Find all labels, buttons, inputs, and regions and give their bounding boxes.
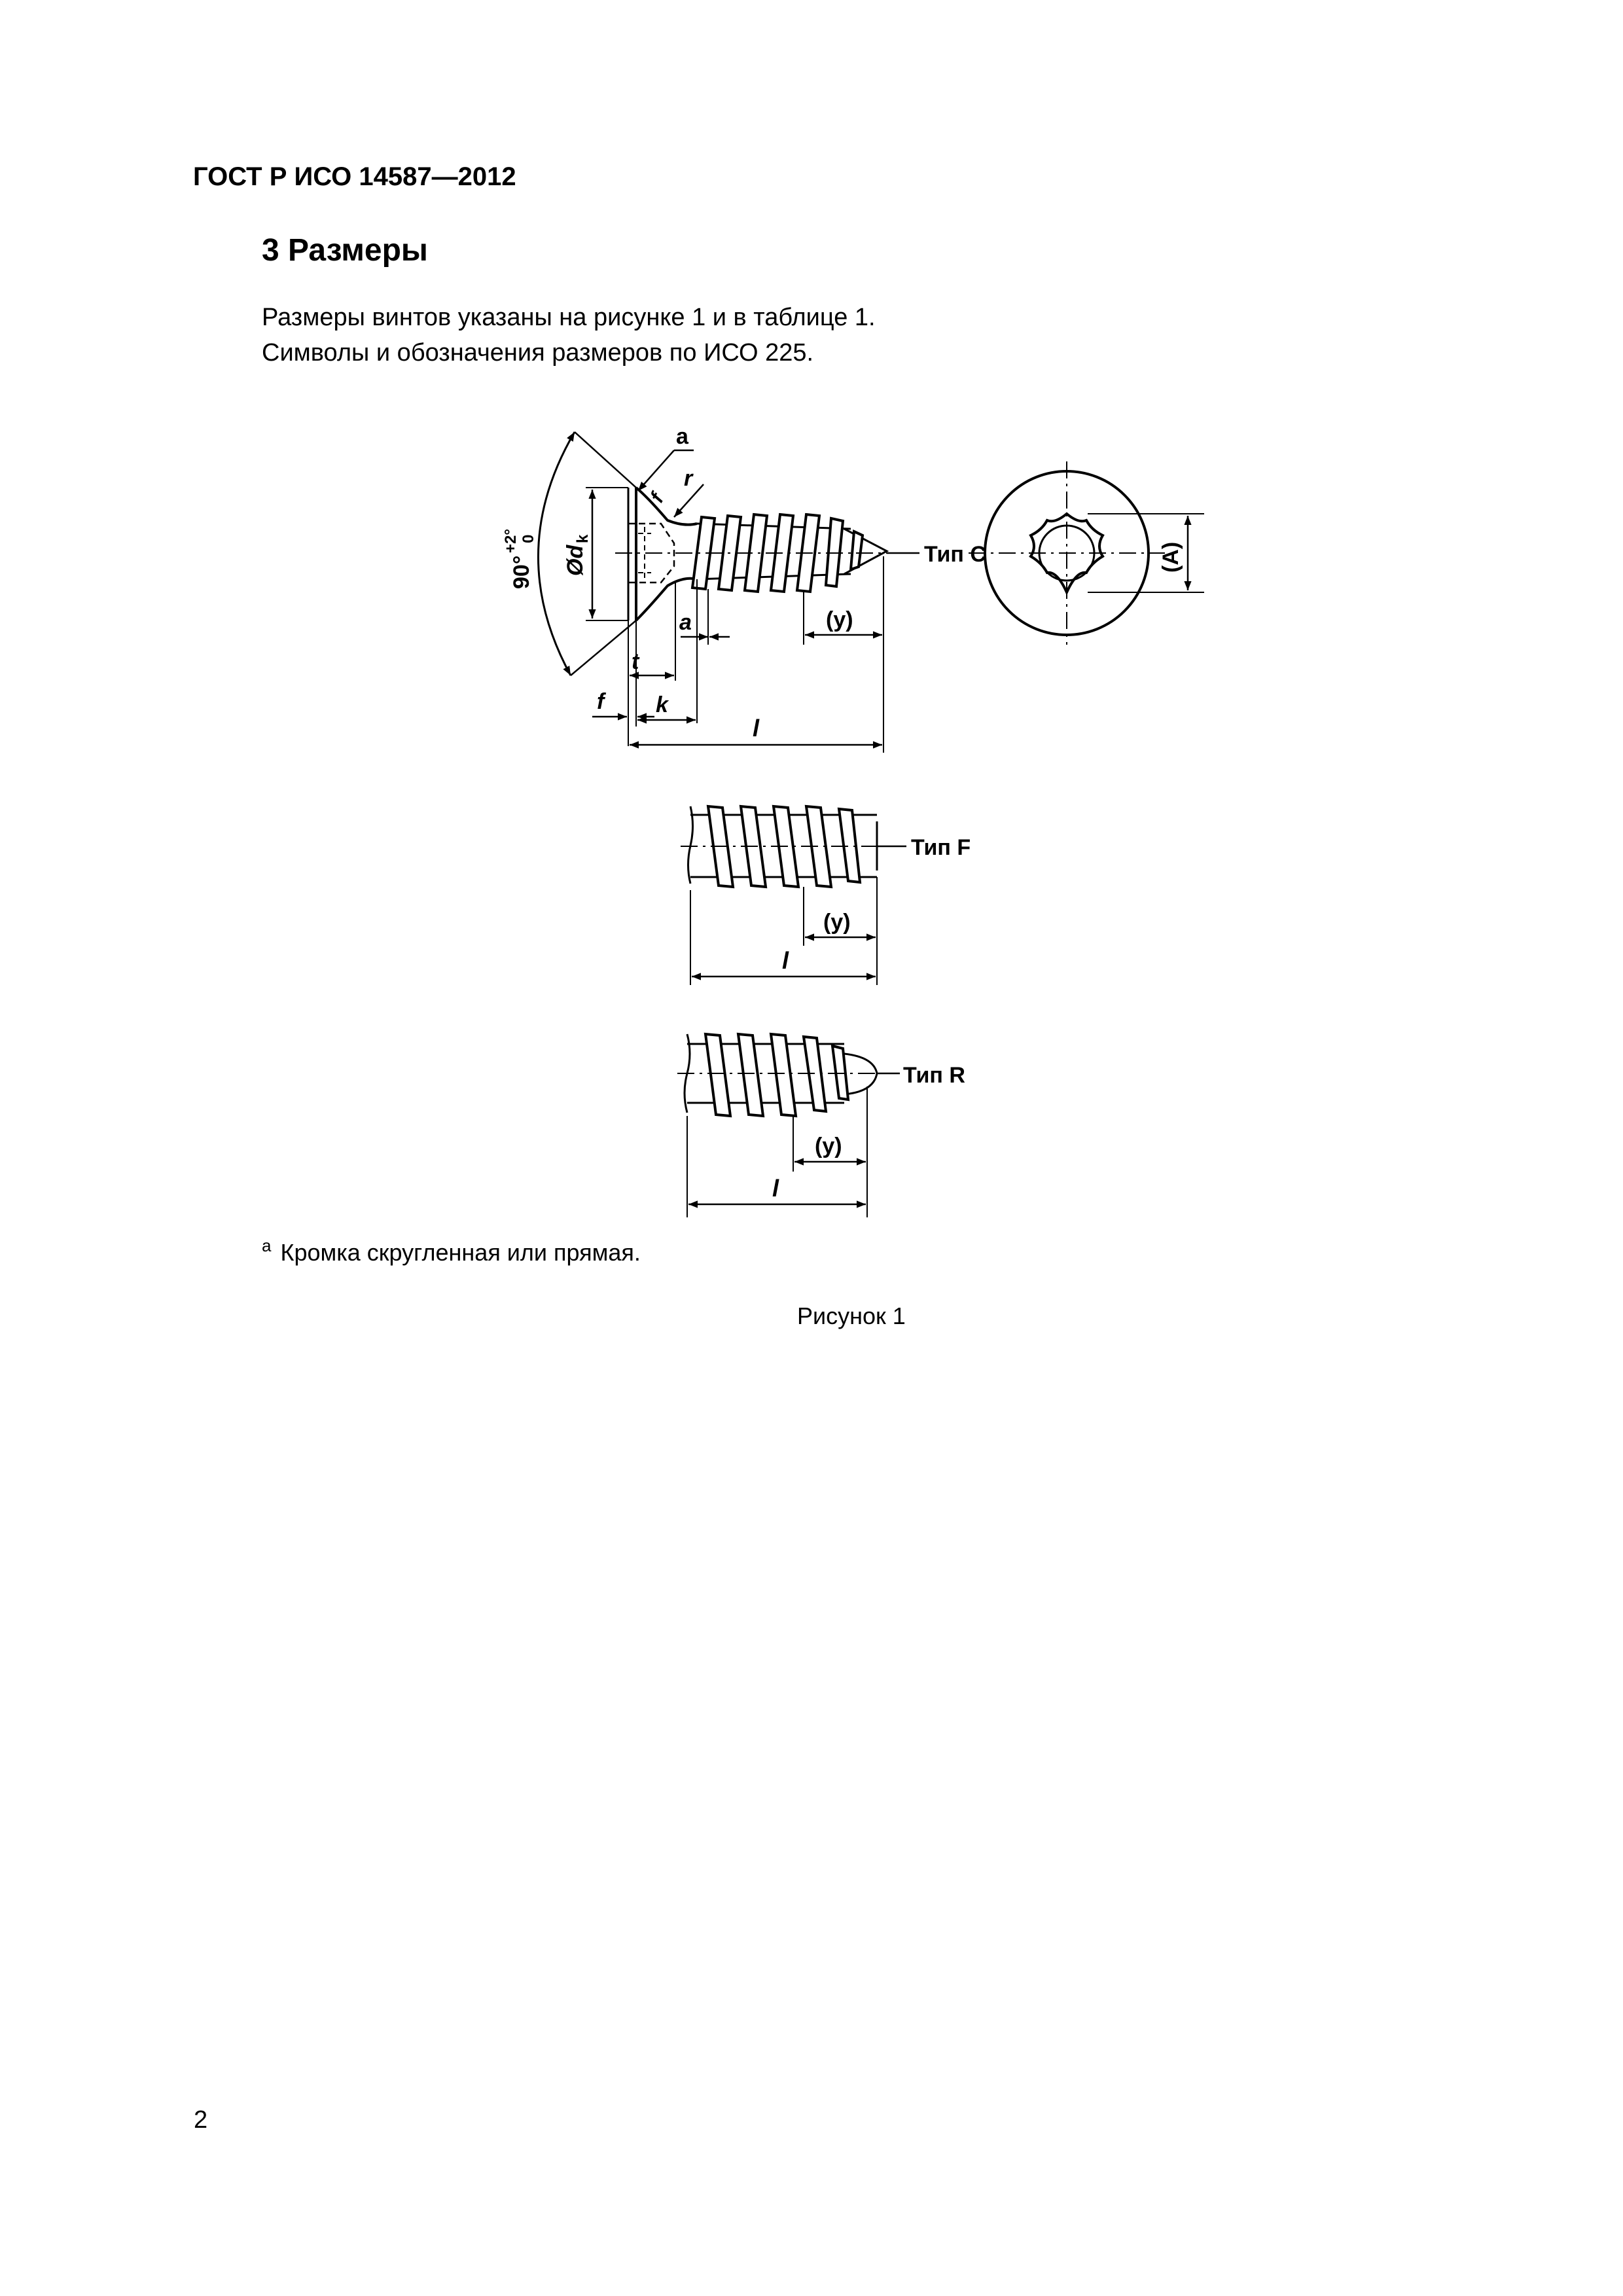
label-a-bottom: a [679, 610, 692, 635]
hexalobular-recess-icon [1031, 514, 1103, 592]
label-y-type-r: (y) [815, 1134, 842, 1158]
intro-paragraph [262, 300, 876, 370]
label-y-type-f: (y) [823, 910, 851, 935]
intro-line-1: Размеры винтов указаны на рисунке 1 и в таблице 1. [262, 304, 876, 331]
label-k: k [656, 692, 668, 717]
screw-type-r-view [677, 1034, 900, 1217]
footnote-text: Кромка скругленная или прямая. [280, 1239, 641, 1266]
label-l-type-c: l [753, 715, 760, 742]
label-a-top: a [676, 424, 688, 449]
label-y-type-c: (y) [826, 607, 853, 632]
screw-head-end-view [969, 461, 1204, 645]
page-number: 2 [194, 2106, 208, 2134]
label-head-diameter: Ød [563, 545, 588, 576]
label-angle-tol-upper: +2° [502, 529, 520, 553]
screw-type-f-view [681, 806, 906, 985]
label-head-diameter-sub: k [574, 534, 592, 543]
label-angle-tol-lower: 0 [520, 534, 537, 543]
section-heading: 3 Размеры [262, 233, 428, 268]
label-angle: 90° [509, 555, 534, 589]
figure-footnote [262, 1236, 641, 1266]
label-l-type-f: l [782, 947, 789, 974]
label-f-chamfer: f [646, 490, 669, 507]
label-type-f: Тип F [911, 835, 971, 860]
intro-line-2: Символы и обозначения размеров по ИСО 225. [262, 339, 814, 367]
footnote-marker: a [262, 1236, 272, 1255]
document-code: ГОСТ Р ИСО 14587—2012 [193, 162, 516, 191]
label-l-type-r: l [772, 1175, 779, 1202]
label-type-c: Тип C [924, 542, 986, 567]
label-A: (A) [1158, 541, 1183, 573]
screw-head-outline [636, 488, 697, 620]
thread-crests-type-c [692, 514, 863, 592]
figure-caption: Рисунок 1 [797, 1302, 906, 1329]
label-type-r: Тип R [903, 1063, 965, 1088]
label-f: f [597, 689, 605, 714]
screw-type-c-side-view [538, 432, 897, 753]
label-t: t [632, 649, 639, 674]
label-r: r [684, 466, 693, 491]
